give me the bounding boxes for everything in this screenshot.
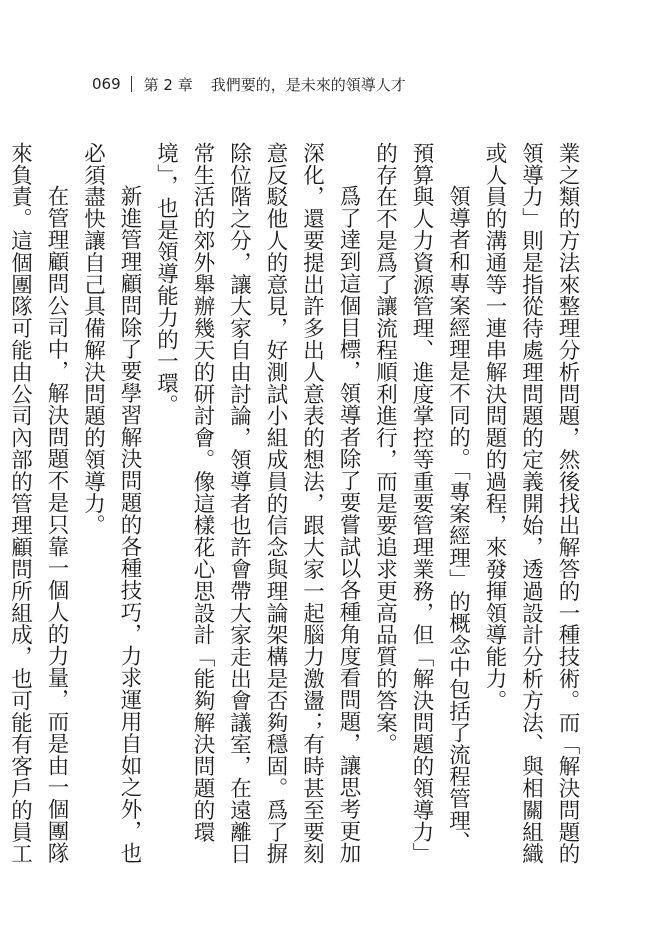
chapter-title: 我們要的，是未來的領導人才: [210, 75, 406, 94]
page-number: 069: [92, 75, 121, 93]
paragraph: 爲了達到這個目標，領導者除了要嘗試以各種角度看問題，讓思考更加深化，還要提出許多出人意表的想法，跟大家一起腦力激盪；有時甚至要刻意反駁他人的意見，好測試小組成員的信念與理論架構是否夠穩固。爲了摒除位階之分，讓大家自由討論，領導者也許會帶大家走出會議室，在遠離日常生活的郊外舉辦幾天的研討會。像這樣花心思設計「能夠解決問題的環境」，也是領導能力的一環。: [153, 142, 361, 865]
paragraph: 業之類的方法來整理分析問題，然後找出解答的一種技術。而「解決問題的領導力」則是指從待處理問題的定義開始，透過設計分析方法、與相關組織或人員的溝通等一連串解決問題的過程，來發揮領導能力。: [482, 142, 580, 865]
paragraph: 在管理顧問公司中，解決問題不是只靠一個人的力量，而是由一個團隊來負責。這個團隊可能由公司內部的管理顧問所組成，也可能有客戶的員工: [7, 142, 69, 865]
paragraph: 新進管理顧問除了要學習解決問題的各種技巧，力求運用自如之外，也必須盡快讓自己具備解決問題的領導力。: [80, 142, 142, 864]
paragraph: 領導者和專案經理是不同的。「專案經理」的概念中包括了流程管理、預算與人力資源管理、進度掌控等重要管理業務，但「解決問題的領導力」的存在不是爲了讓流程順利進行，而是要追求更高品質的答案。: [372, 142, 471, 865]
header-divider: [131, 76, 132, 92]
body-text: [0, 142, 585, 872]
chapter-label: 第 2 章: [143, 75, 193, 94]
running-header: [92, 72, 406, 96]
